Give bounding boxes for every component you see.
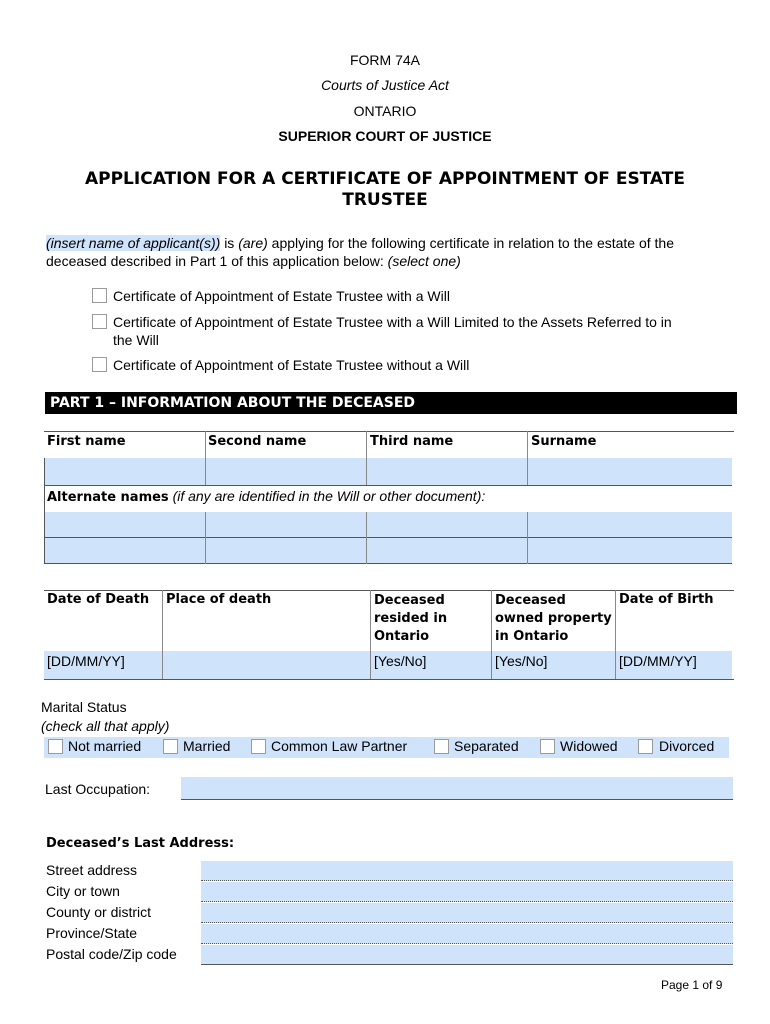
- street-address-input[interactable]: [201, 861, 733, 881]
- separated-checkbox[interactable]: [434, 739, 449, 754]
- not-married-label: Not married: [68, 738, 142, 754]
- province-input[interactable]: [201, 924, 733, 944]
- owned-property-input[interactable]: [Yes/No]: [495, 653, 548, 669]
- last-address-heading: Deceased’s Last Address:: [46, 836, 235, 851]
- certificate-limited-checkbox[interactable]: [92, 314, 107, 329]
- third-name-header: Third name: [370, 434, 454, 449]
- postal-code-input[interactable]: [201, 945, 733, 965]
- last-occupation-label: Last Occupation:: [45, 781, 151, 797]
- death-col-divider-2: [370, 590, 371, 679]
- page-number: Page 1 of 9: [661, 978, 723, 992]
- alternate-surname-1[interactable]: [527, 512, 732, 537]
- name-row-rule: [44, 485, 732, 486]
- place-of-death-input[interactable]: [162, 651, 370, 679]
- certificate-with-will-label: Certificate of Appointment of Estate Trustee with a Will: [113, 288, 450, 304]
- street-address-label: Street address: [46, 862, 138, 878]
- not-married-checkbox[interactable]: [48, 739, 63, 754]
- alternate-third-name-1[interactable]: [366, 512, 527, 537]
- act-name: Courts of Justice Act: [321, 77, 449, 93]
- name-table-top-rule: [44, 431, 734, 432]
- form-title-line-1: APPLICATION FOR A CERTIFICATE OF APPOINTMENT OF ESTATE: [84, 169, 686, 189]
- alt-col-divider-1: [205, 512, 206, 564]
- alternate-row-rule-2: [44, 563, 732, 564]
- name-col-divider-3: [527, 431, 528, 485]
- resided-header-line-1: Deceased: [374, 593, 445, 608]
- date-of-birth-input[interactable]: [DD/MM/YY]: [619, 653, 697, 669]
- separated-label: Separated: [454, 738, 519, 754]
- resided-header-line-3: Ontario: [374, 629, 430, 644]
- intro-text-1: applying for the following certificate in relation to the estate of the: [271, 235, 675, 251]
- common-law-partner-checkbox[interactable]: [251, 739, 266, 754]
- alternate-surname-2[interactable]: [527, 538, 732, 563]
- surname-header: Surname: [531, 434, 597, 449]
- first-name-header: First name: [47, 434, 126, 449]
- certificate-with-will-checkbox[interactable]: [92, 288, 107, 303]
- alternate-names-label: Alternate names: [47, 490, 169, 505]
- alternate-third-name-2[interactable]: [366, 538, 527, 563]
- surname-input[interactable]: [527, 458, 732, 485]
- certificate-without-will-checkbox[interactable]: [92, 357, 107, 372]
- name-table-left-border: [44, 458, 45, 564]
- date-of-birth-header: Date of Birth: [619, 592, 714, 607]
- intro-select-one: (select one): [387, 253, 461, 269]
- province: ONTARIO: [353, 103, 417, 119]
- divorced-label: Divorced: [659, 738, 715, 754]
- second-name-header: Second name: [208, 434, 307, 449]
- owned-header-line-1: Deceased: [495, 593, 566, 608]
- postal-code-label: Postal code/Zip code: [46, 946, 177, 962]
- name-col-divider-1: [205, 431, 206, 485]
- certificate-limited-label-cont: the Will: [113, 332, 159, 348]
- marital-status-label: Marital Status: [41, 699, 127, 715]
- alternate-names-label-wrap: [47, 488, 485, 505]
- owned-header-line-3: in Ontario: [495, 629, 569, 644]
- date-of-death-input[interactable]: [DD/MM/YY]: [47, 653, 125, 669]
- intro-are: (are): [238, 235, 268, 251]
- owned-header-line-2: owned property: [495, 611, 612, 626]
- certificate-without-will-label: Certificate of Appointment of Estate Trustee without a Will: [113, 357, 470, 373]
- resided-header-line-2: resided in: [374, 611, 448, 626]
- death-table-top-rule: [44, 590, 734, 591]
- death-col-divider-4: [615, 590, 616, 679]
- married-checkbox[interactable]: [163, 739, 178, 754]
- alt-col-divider-2: [366, 512, 367, 564]
- alternate-first-name-1[interactable]: [44, 512, 205, 537]
- alternate-second-name-1[interactable]: [205, 512, 366, 537]
- form-title-line-2: TRUSTEE: [342, 190, 428, 210]
- province-label: Province/State: [46, 925, 138, 941]
- last-occupation-input[interactable]: [181, 777, 733, 800]
- death-col-divider-1: [162, 590, 163, 679]
- county-label: County or district: [46, 904, 152, 920]
- second-name-input[interactable]: [205, 458, 366, 485]
- marital-status-note: (check all that apply): [41, 718, 170, 734]
- certificate-limited-label: Certificate of Appointment of Estate Trustee with a Will Limited to the Assets Referred to in: [113, 314, 672, 330]
- date-of-death-header: Date of Death: [47, 592, 150, 607]
- resided-in-ontario-input[interactable]: [Yes/No]: [374, 653, 427, 669]
- alternate-names-note: (if any are identified in the Will or other document):: [172, 488, 486, 504]
- widowed-checkbox[interactable]: [540, 739, 555, 754]
- part1-heading: PART 1 – INFORMATION ABOUT THE DECEASED: [45, 392, 737, 414]
- divorced-checkbox[interactable]: [638, 739, 653, 754]
- intro-text-2: deceased described in Part 1 of this application below:: [46, 253, 384, 269]
- common-law-partner-label: Common Law Partner: [271, 738, 408, 754]
- city-input[interactable]: [201, 882, 733, 902]
- court-name: SUPERIOR COURT OF JUSTICE: [278, 128, 492, 144]
- third-name-input[interactable]: [366, 458, 527, 485]
- death-col-divider-3: [491, 590, 492, 679]
- intro-paragraph: [46, 234, 736, 270]
- county-input[interactable]: [201, 903, 733, 923]
- place-of-death-header: Place of death: [166, 592, 272, 607]
- alternate-second-name-2[interactable]: [205, 538, 366, 563]
- applicant-name-field[interactable]: (insert name of applicant(s)): [46, 235, 221, 251]
- form-number: FORM 74A: [349, 52, 420, 68]
- resided-in-ontario-header: [374, 592, 447, 646]
- married-label: Married: [183, 738, 231, 754]
- widowed-label: Widowed: [560, 738, 618, 754]
- death-table-bottom-rule: [44, 679, 734, 680]
- alt-col-divider-3: [527, 512, 528, 564]
- intro-is: is: [224, 235, 235, 251]
- name-col-divider-2: [366, 431, 367, 485]
- first-name-input[interactable]: [44, 458, 205, 485]
- alternate-first-name-2[interactable]: [44, 538, 205, 563]
- owned-property-header: [495, 592, 612, 646]
- city-label: City or town: [46, 883, 120, 899]
